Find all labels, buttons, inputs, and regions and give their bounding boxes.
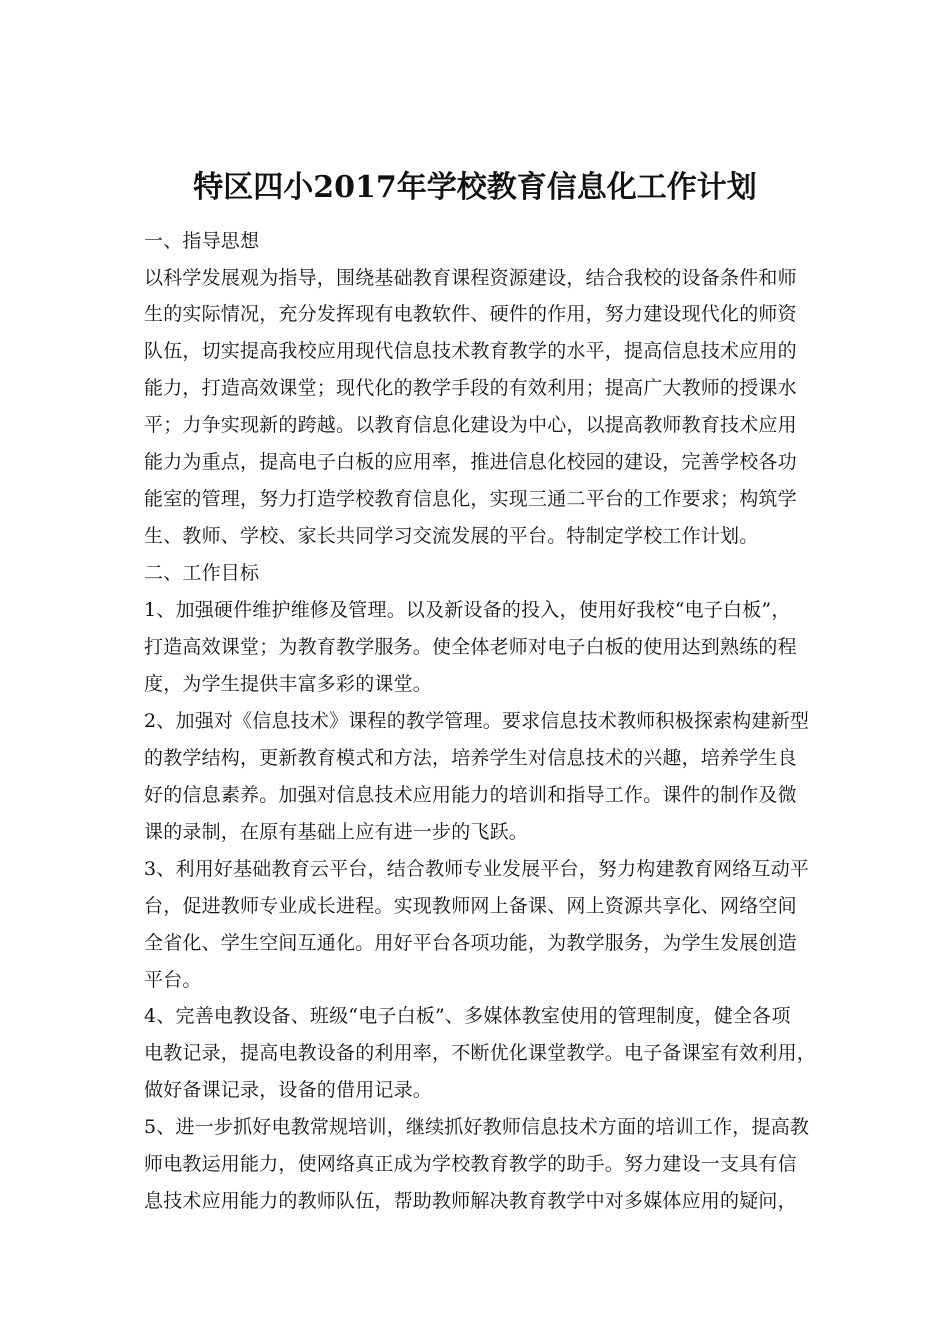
body-line: 课的录制，在原有基础上应有进一步的飞跃。 — [144, 821, 529, 843]
body-line: 5、进一步抓好电教常规培训，继续抓好教师信息技术方面的培训工作，提高教 — [144, 1116, 810, 1138]
section-heading: 二、工作目标 — [144, 562, 260, 584]
body-line: 生的实际情况，充分发挥现有电教软件、硬件的作用，努力建设现代化的师资 — [144, 303, 797, 325]
body-line: 台，促进教师专业成长进程。实现教师网上备课、网上资源共享化、网络空间 — [144, 895, 797, 917]
body-line: 的教学结构，更新教育模式和方法，培养学生对信息技术的兴趣，培养学生良 — [144, 747, 797, 769]
body-line: 电教记录，提高电教设备的利用率，不断优化课堂教学。电子备课室有效利用， — [144, 1042, 817, 1064]
body-line: 打造高效课堂；为教育教学服务。使全体老师对电子白板的使用达到熟练的程 — [144, 636, 797, 658]
body-line: 队伍，切实提高我校应用现代信息技术教育教学的水平，提高信息技术应用的 — [144, 340, 797, 362]
body-line: 全省化、学生空间互通化。用好平台各项功能，为教学服务，为学生发展创造 — [144, 932, 797, 954]
body-line: 能力，打造高效课堂；现代化的教学手段的有效利用；提高广大教师的授课水 — [144, 377, 797, 399]
body-line: 息技术应用能力的教师队伍，帮助教师解决教育教学中对多媒体应用的疑问， — [144, 1190, 797, 1212]
body-line: 度，为学生提供丰富多彩的课堂。 — [144, 673, 433, 695]
body-line: 师电教运用能力，使网络真正成为学校教育教学的助手。努力建设一支具有信 — [144, 1153, 797, 1175]
body-line: 做好备课记录，设备的借用记录。 — [144, 1079, 433, 1101]
body-line: 4、完善电教设备、班级“电子白板”、多媒体教室使用的管理制度，健全各项 — [144, 1005, 791, 1027]
body-line: 2、加强对《信息技术》课程的教学管理。要求信息技术教师积极探索构建新型 — [144, 710, 810, 732]
section-heading: 一、指导思想 — [144, 230, 260, 252]
body-line: 生、教师、学校、家长共同学习交流发展的平台。特制定学校工作计划。 — [144, 525, 759, 547]
body-line: 1、加强硬件维护维修及管理。以及新设备的投入，使用好我校“电子白板”， — [144, 599, 791, 621]
body-line: 能室的管理，努力打造学校教育信息化，实现三通二平台的工作要求；构筑学 — [144, 488, 797, 510]
body-line: 平；力争实现新的跨越。以教育信息化建设为中心，以提高教师教育技术应用 — [144, 414, 797, 436]
body-line: 好的信息素养。加强对信息技术应用能力的培训和指导工作。课件的制作及微 — [144, 784, 797, 806]
document-title: 特区四小2017年学校教育信息化工作计划 — [193, 170, 757, 205]
body-line: 能力为重点，提高电子白板的应用率，推进信息化校园的建设，完善学校各功 — [144, 451, 797, 473]
body-line: 平台。 — [144, 969, 202, 991]
body-line: 3、利用好基础教育云平台，结合教师专业发展平台，努力构建教育网络互动平 — [144, 858, 810, 880]
body-line: 以科学发展观为指导，围绕基础教育课程资源建设，结合我校的设备条件和师 — [144, 267, 797, 289]
